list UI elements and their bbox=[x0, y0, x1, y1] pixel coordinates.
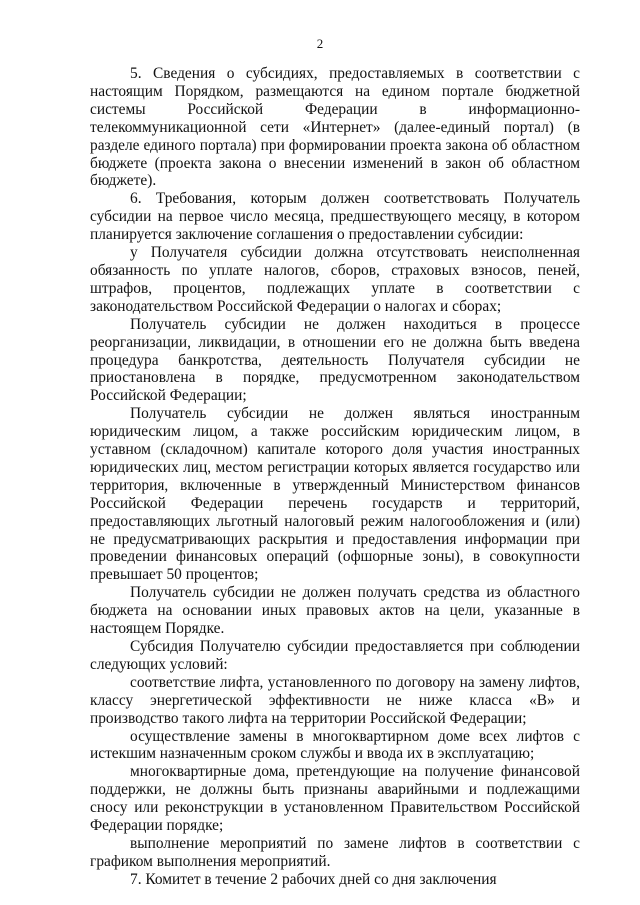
paragraph: Получатель субсидии не должен являться иностранным юридическим лицом, а также российским юридическим лицом, в уставном (складочном) капитале которого доля участия иностранных юридических лиц, местом регистрации которых является государство или территория, включенные в утвержденный Министерством финансов Российской Федерации перечень государств и территорий, предоставляющих льготный налоговый режим налогообложения и (или) не предусматривающих раскрытия и предоставления информации при проведении финансовых операций (офшорные зоны), в совокупности превышает 50 процентов; bbox=[90, 405, 580, 584]
paragraph: Получатель субсидии не должен находиться в процессе реорганизации, ликвидации, в отношении его не должна быть введена процедура банкротства, деятельность Получателя субсидии не приостановлена в порядке, предусмотренном законодательством Российской Федерации; bbox=[90, 315, 580, 405]
paragraph: осуществление замены в многоквартирном доме всех лифтов с истекшим назначенным сроком службы и ввода их в эксплуатацию; bbox=[90, 727, 580, 763]
document-body bbox=[90, 65, 580, 889]
paragraph: 6. Требования, которым должен соответствовать Получатель субсидии на первое число месяца, предшествующего месяцу, в котором планируется заключение соглашения о предоставлении субсидии: bbox=[90, 190, 580, 244]
paragraph: выполнение мероприятий по замене лифтов в соответствии с графиком выполнения мероприятий. bbox=[90, 834, 580, 870]
paragraph: 5. Сведения о субсидиях, предоставляемых в соответствии с настоящим Порядком, размещаются на едином портале бюджетной системы Российской Федерации в информационно-телекоммуникационной сети «Интернет» (далее-единый портал) (в разделе единого портала) при формировании проекта закона об областном бюджете (проекта закона о внесении изменений в закон об областном бюджете). bbox=[90, 65, 580, 190]
paragraph: Получатель субсидии не должен получать средства из областного бюджета на основании иных правовых актов на цели, указанные в настоящем Порядке. bbox=[90, 584, 580, 638]
paragraph: соответствие лифта, установленного по договору на замену лифтов, классу энергетической эффективности не ниже класса «В» и производство такого лифта на территории Российской Федерации; bbox=[90, 673, 580, 727]
paragraph: Субсидия Получателю субсидии предоставляется при соблюдении следующих условий: bbox=[90, 638, 580, 673]
paragraph: у Получателя субсидии должна отсутствовать неисполненная обязанность по уплате налогов, сборов, страховых взносов, пеней, штрафов, процентов, подлежащих уплате в соответствии с законодательством Российской Федерации о налогах и сборах; bbox=[90, 244, 580, 315]
page-number: 2 bbox=[316, 36, 324, 51]
paragraph: многоквартирные дома, претендующие на получение финансовой поддержки, не должны быть признаны аварийными и подлежащими сносу или реконструкции в установленном Правительством Российской Федерации порядке; bbox=[90, 763, 580, 835]
paragraph: 7. Комитет в течение 2 рабочих дней со дня заключения bbox=[130, 870, 497, 888]
